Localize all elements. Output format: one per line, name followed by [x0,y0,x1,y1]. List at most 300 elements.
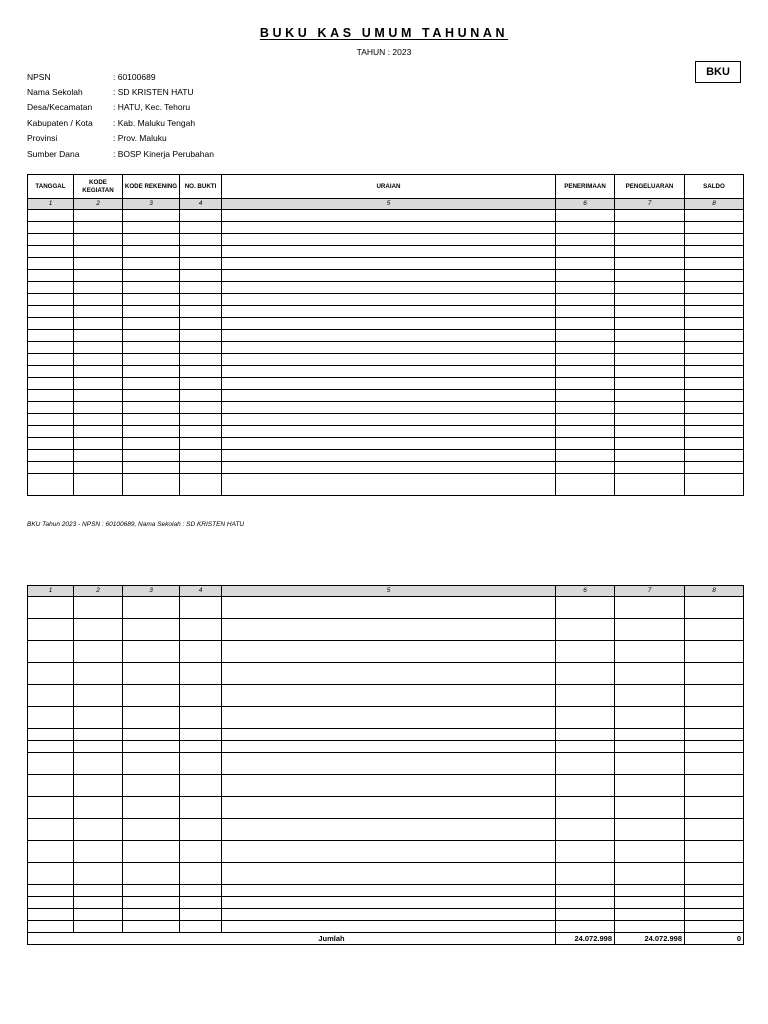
table-cell [615,354,685,366]
table-cell [222,306,556,318]
table-cell [180,619,222,641]
table-row [28,897,744,909]
info-value: : HATU, Kec. Tehoru [113,102,191,113]
table-cell [123,462,180,474]
table-cell [123,246,180,258]
table-row [28,819,744,841]
table-cell [180,270,222,282]
column-number: 6 [556,199,615,210]
table-row [28,414,744,426]
table-cell [556,641,615,663]
table-cell [556,775,615,797]
table-cell [685,619,744,641]
table-cell [28,306,74,318]
column-number: 3 [123,199,180,210]
table-cell [222,210,556,222]
table-cell [222,318,556,330]
table-cell [615,330,685,342]
table-cell [615,921,685,933]
table-cell [556,306,615,318]
table-cell [74,258,123,270]
table-cell [180,366,222,378]
table-row [28,270,744,282]
table-cell [685,246,744,258]
table-cell [222,270,556,282]
table-cell [74,330,123,342]
table-cell [222,282,556,294]
table-cell [74,619,123,641]
table-cell [180,797,222,819]
table-cell [123,366,180,378]
table-cell [28,753,74,775]
table-cell [74,270,123,282]
table-cell [222,741,556,753]
table-row [28,462,744,474]
table-cell [685,258,744,270]
table-cell [180,318,222,330]
school-info [27,69,214,161]
table-cell [28,282,74,294]
document-title: BUKU KAS UMUM TAHUNAN [259,26,509,40]
table-row [28,402,744,414]
info-label: NPSN [27,71,51,82]
column-number: 6 [556,586,615,597]
table-cell [180,729,222,741]
table-cell [74,921,123,933]
table-cell [180,707,222,729]
table-cell [556,909,615,921]
table-row [28,741,744,753]
table-cell [28,354,74,366]
table-cell [556,438,615,450]
table-cell [123,753,180,775]
table-cell [28,797,74,819]
table-cell [180,222,222,234]
info-value: : SD KRISTEN HATU [113,87,194,98]
table-cell [685,641,744,663]
table-cell [28,318,74,330]
table-cell [123,378,180,390]
total-penerimaan: 24.072.998 [556,933,615,945]
table-cell [123,729,180,741]
table-cell [180,210,222,222]
table-cell [74,707,123,729]
table-cell [28,450,74,462]
table-cell [123,885,180,897]
table-cell [556,402,615,414]
table-cell [74,885,123,897]
table-row [28,921,744,933]
column-number: 7 [615,586,685,597]
table-cell [74,426,123,438]
table-cell [615,438,685,450]
table-cell [615,741,685,753]
table-cell [222,462,556,474]
table-cell [222,597,556,619]
table-cell [180,450,222,462]
total-saldo: 0 [685,933,744,945]
column-number: 1 [28,586,74,597]
table-cell [222,390,556,402]
table-cell [556,378,615,390]
column-header: SALDO [685,175,744,199]
table-cell [556,819,615,841]
table-cell [123,330,180,342]
table-cell [222,685,556,707]
table-cell [123,222,180,234]
table-cell [685,775,744,797]
table-row [28,222,744,234]
table-row [28,258,744,270]
table-cell [685,282,744,294]
table-cell [180,909,222,921]
table-cell [180,438,222,450]
table-cell [615,414,685,426]
table-cell [222,378,556,390]
table-cell [74,863,123,885]
table-cell [28,741,74,753]
table-cell [685,342,744,354]
table-cell [180,354,222,366]
table-cell [74,306,123,318]
table-cell [685,366,744,378]
table-row [28,390,744,402]
table-cell [685,354,744,366]
table-cell [556,863,615,885]
table-cell [74,729,123,741]
table-cell [556,282,615,294]
table-cell [556,663,615,685]
info-row-kabupaten [27,115,214,130]
info-label: Sumber Dana [27,148,80,159]
table-cell [123,641,180,663]
column-header: PENGELUARAN [615,175,685,199]
table-cell [123,775,180,797]
table-cell [123,210,180,222]
table-cell [556,210,615,222]
table-cell [123,426,180,438]
table-cell [615,258,685,270]
table-cell [74,438,123,450]
table-row [28,841,744,863]
table-cell [28,258,74,270]
table-cell [615,797,685,819]
table-cell [74,342,123,354]
table-row [28,318,744,330]
table-row [28,330,744,342]
table-cell [28,222,74,234]
table-cell [123,663,180,685]
table-row [28,282,744,294]
table-cell [685,897,744,909]
table-cell [685,438,744,450]
table-cell [180,897,222,909]
table-cell [615,819,685,841]
table-cell [180,378,222,390]
table-row [28,729,744,741]
table-cell [180,390,222,402]
table-cell [685,741,744,753]
table-cell [222,729,556,741]
table-cell [180,342,222,354]
table-cell [615,270,685,282]
table-cell [222,909,556,921]
table-cell [74,663,123,685]
table-cell [222,775,556,797]
table-cell [123,474,180,496]
table-cell [615,294,685,306]
column-header: KODE KEGIATAN [74,175,123,199]
table-row [28,294,744,306]
table-cell [180,663,222,685]
table-cell [222,438,556,450]
table-cell [123,390,180,402]
table-cell [74,753,123,775]
table-cell [222,330,556,342]
table-cell [685,234,744,246]
table-cell [123,318,180,330]
table-cell [556,841,615,863]
table-cell [615,282,685,294]
table-cell [123,741,180,753]
table-cell [685,921,744,933]
table-cell [28,378,74,390]
table-cell [685,753,744,775]
table-cell [685,450,744,462]
table-row [28,909,744,921]
table-cell [123,897,180,909]
table-cell [123,294,180,306]
table-cell [556,685,615,707]
table-cell [28,841,74,863]
table-cell [615,619,685,641]
table-cell [180,402,222,414]
table-cell [74,641,123,663]
table-cell [180,426,222,438]
table-row [28,474,744,496]
table-cell [615,306,685,318]
table-cell [74,234,123,246]
table-cell [123,342,180,354]
table-cell [222,246,556,258]
table-cell [74,474,123,496]
table-cell [74,819,123,841]
table-cell [28,210,74,222]
table-cell [685,474,744,496]
table-cell [123,234,180,246]
table-cell [222,885,556,897]
table-cell [222,863,556,885]
table-cell [28,819,74,841]
table-cell [685,402,744,414]
table-cell [615,863,685,885]
table-cell [685,729,744,741]
table-cell [180,863,222,885]
ledger-table-page-2 [27,585,744,945]
column-number: 1 [28,199,74,210]
table-cell [556,246,615,258]
table-cell [180,258,222,270]
table-cell [222,921,556,933]
table-cell [685,306,744,318]
table-cell [685,909,744,921]
table-cell [74,841,123,863]
table-row [28,426,744,438]
table-cell [222,258,556,270]
table-cell [123,819,180,841]
table-cell [556,753,615,775]
table-cell [685,318,744,330]
table-cell [615,729,685,741]
table-cell [615,366,685,378]
table-row [28,306,744,318]
table-cell [222,222,556,234]
column-number-row [28,199,744,210]
table-cell [615,390,685,402]
table-cell [615,753,685,775]
table-cell [74,597,123,619]
table-cell [685,210,744,222]
table-cell [556,921,615,933]
table-cell [556,342,615,354]
table-cell [556,597,615,619]
table-cell [222,753,556,775]
info-row-sumber-dana [27,146,214,161]
table-cell [28,294,74,306]
table-cell [180,685,222,707]
table-cell [123,797,180,819]
info-label: Nama Sekolah [27,87,83,98]
table-cell [180,474,222,496]
total-pengeluaran: 24.072.998 [615,933,685,945]
column-number: 3 [123,586,180,597]
table-row [28,753,744,775]
info-label: Desa/Kecamatan [27,102,93,113]
totals-row [28,933,744,945]
table-row [28,354,744,366]
table-cell [123,597,180,619]
table-cell [222,294,556,306]
table-cell [556,258,615,270]
table-cell [28,426,74,438]
table-cell [222,841,556,863]
table-cell [180,741,222,753]
table-cell [556,729,615,741]
table-cell [615,909,685,921]
table-cell [123,841,180,863]
table-row [28,775,744,797]
table-cell [28,863,74,885]
table-cell [222,342,556,354]
table-cell [685,663,744,685]
table-cell [123,414,180,426]
table-cell [28,909,74,921]
totals-label: Jumlah [28,933,556,945]
table-cell [685,414,744,426]
table-cell [28,234,74,246]
table-cell [123,402,180,414]
table-cell [28,707,74,729]
table-cell [556,234,615,246]
table-cell [123,707,180,729]
table-cell [74,797,123,819]
table-cell [74,402,123,414]
table-cell [180,246,222,258]
table-cell [28,438,74,450]
table-cell [685,426,744,438]
table-cell [685,330,744,342]
table-cell [222,619,556,641]
table-row [28,210,744,222]
table-row [28,685,744,707]
table-cell [180,597,222,619]
column-number: 5 [222,199,556,210]
table-cell [685,885,744,897]
column-header: PENERIMAAN [556,175,615,199]
table-cell [222,797,556,819]
table-cell [74,222,123,234]
table-cell [28,402,74,414]
table-cell [123,438,180,450]
table-header-row [28,175,744,199]
table-cell [222,234,556,246]
table-cell [556,270,615,282]
table-cell [685,819,744,841]
table-cell [28,775,74,797]
table-row [28,450,744,462]
table-cell [123,685,180,707]
table-cell [615,246,685,258]
table-cell [685,378,744,390]
table-cell [28,330,74,342]
table-cell [556,741,615,753]
table-cell [685,797,744,819]
table-cell [615,841,685,863]
table-cell [28,366,74,378]
table-cell [615,885,685,897]
table-cell [556,797,615,819]
table-cell [556,318,615,330]
table-cell [74,282,123,294]
table-cell [685,597,744,619]
table-row [28,885,744,897]
table-cell [556,897,615,909]
ledger-rows [28,597,744,933]
table-cell [180,234,222,246]
table-cell [556,619,615,641]
table-cell [180,921,222,933]
table-cell [180,641,222,663]
table-cell [180,841,222,863]
table-cell [556,222,615,234]
column-number: 4 [180,586,222,597]
table-cell [556,414,615,426]
table-cell [123,270,180,282]
table-cell [74,741,123,753]
table-cell [123,921,180,933]
table-cell [74,462,123,474]
bku-badge: BKU [695,61,741,83]
table-cell [74,897,123,909]
table-cell [28,270,74,282]
table-cell [28,897,74,909]
table-cell [556,474,615,496]
table-cell [28,641,74,663]
table-cell [222,707,556,729]
table-cell [615,222,685,234]
table-cell [28,619,74,641]
table-cell [615,318,685,330]
